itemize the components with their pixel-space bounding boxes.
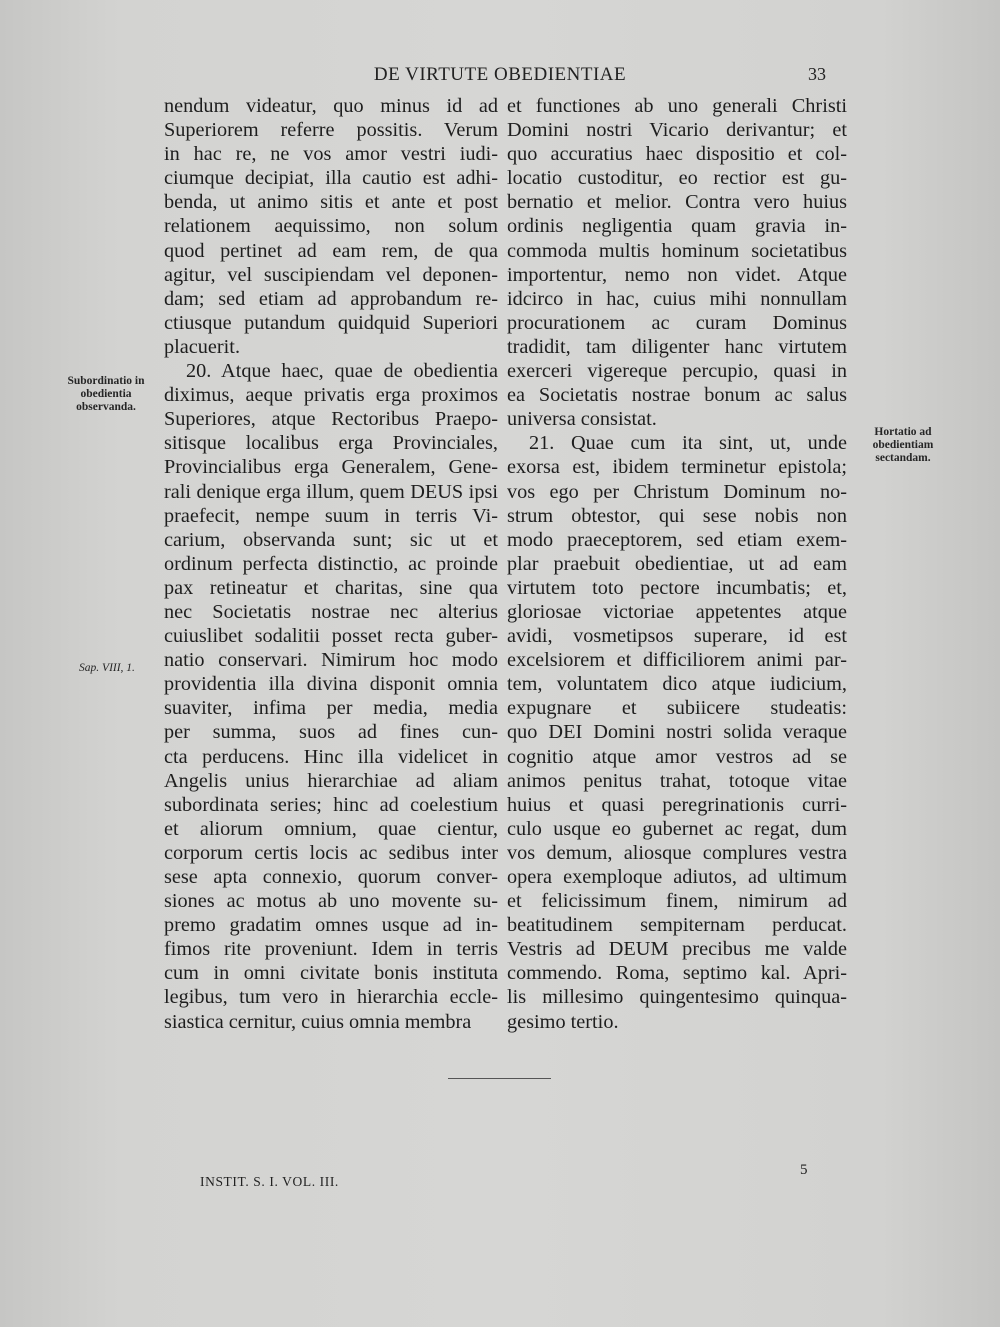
text-line: providentia illa divina disponit omnia (164, 673, 498, 696)
text-line: ctiusque putandum quidquid Superiori (164, 311, 498, 334)
text-line: tradidit, tam diligenter hanc virtutem (507, 335, 847, 358)
text-line: cta perducens. Hinc illa videlicet in (164, 745, 498, 768)
text-line: bernatio et melior. Contra vero huius (507, 191, 847, 214)
text-line: commoda multis hominum societatibus (507, 239, 847, 262)
text-line: sese apta connexio, quorum conver- (164, 866, 498, 888)
text-line: Domini nostri Vicario derivantur; et (507, 119, 847, 142)
text-line: opera exemploque adiutos, ad ultimum (507, 866, 847, 888)
text-line: exorsa est, ibidem terminetur epistola; (507, 456, 847, 479)
text-line: carium, observanda sunt; sic ut et (164, 528, 498, 551)
text-line: natio conservari. Nimirum hoc modo (164, 649, 498, 672)
text-line: sitisque localibus erga Provinciales, (164, 432, 498, 455)
signature-mark: 5 (800, 1162, 808, 1178)
text-line: commendo. Roma, septimo kal. Apri- (507, 962, 847, 985)
text-line: per summa, suos ad fines cun- (164, 721, 498, 744)
text-line: siones ac motus ab uno movente su- (164, 890, 498, 913)
text-line: strum obtestor, qui sese nobis non (507, 504, 847, 527)
text-line: agitur, vel suscipiendam vel deponen- (164, 263, 498, 286)
text-line: vos demum, aliosque complures vestra (507, 841, 847, 864)
text-line: procurationem ac curam Dominus (507, 311, 847, 334)
text-line: Vestris ad DEUM precibus me valde (507, 938, 847, 961)
text-line: quo accuratius haec dispositio et col- (507, 143, 847, 166)
text-line: Superiores, atque Rectoribus Praepo- (164, 408, 498, 431)
text-line: virtutem toto pectore incumbatis; et, (507, 576, 847, 599)
text-line: corporum certis locis ac sedibus inter (164, 841, 498, 864)
footnote-separator-rule (448, 1078, 551, 1079)
text-line: nec Societatis nostrae nec alterius (164, 600, 498, 623)
text-line: Superiorem referre possitis. Verum (164, 119, 498, 142)
text-line: universa consistat. (507, 408, 657, 431)
text-line: beatitudinem sempiternam perducat. (507, 914, 847, 937)
text-line: exerceri vigereque percupio, quasi in (507, 360, 847, 383)
text-line: animos penitus trahat, totoque vitae (507, 769, 847, 792)
text-line: idcirco in hac, cuius mihi nonnullam (507, 287, 847, 310)
text-line: et functiones ab uno generali Christi (507, 95, 847, 117)
margin-note-subordinatio: Subordinatio in obedientia observanda. (67, 375, 145, 413)
text-line: expugnare et subiicere studeatis: (507, 697, 847, 720)
text-line: ciumque decipiat, illa cautio est adhi- (164, 167, 498, 190)
text-line: siastica cernitur, cuius omnia membra (164, 1010, 472, 1033)
text-line: dam; sed etiam ad approbandum re- (164, 287, 498, 310)
text-line: Angelis unius hierarchiae ad aliam (164, 769, 498, 792)
text-line: premo gradatim omnes usque ad in- (164, 914, 498, 937)
text-line: Provincialibus erga Generalem, Gene- (164, 456, 498, 479)
text-line: rali denique erga illum, quem DEUS ipsi (164, 480, 498, 503)
text-line: tem, voluntatem dico atque iudicium, (507, 673, 847, 696)
text-line: culo usque eo gubernet ac regat, dum (507, 817, 847, 840)
text-line: gloriosae victoriae appetentes atque (507, 600, 847, 623)
text-line: suaviter, infima per media, media (164, 697, 498, 720)
text-line: pax retineatur et charitas, sine qua (164, 576, 498, 599)
text-line: ea Societatis nostrae bonum ac salus (507, 384, 847, 407)
left-text-column (164, 94, 498, 1034)
text-line: praefecit, nempe suum in terris Vi- (164, 504, 498, 527)
text-line: quod pertinet ad eam rem, de qua (164, 239, 498, 262)
text-line: cuiuslibet sodalitii posset recta guber- (164, 625, 498, 648)
text-line: diximus, aeque privatis erga proximos (164, 384, 498, 407)
text-line: ordinis negligentia quam gravia in- (507, 215, 847, 238)
text-line: quo DEI Domini nostri solida veraque (507, 721, 847, 744)
text-line: benda, ut animo sitis et ante et post (164, 191, 498, 214)
page-number: 33 (808, 64, 826, 84)
text-line: subordinata series; hinc ad coelestium (164, 793, 498, 816)
text-line: locatio custoditur, eo rectior est gu- (507, 167, 847, 190)
text-line: nendum videatur, quo minus id ad (164, 95, 498, 117)
text-line: gesimo tertio. (507, 1010, 619, 1033)
text-line: placuerit. (164, 335, 241, 358)
text-line: relationem aequissimo, non solum (164, 215, 498, 238)
text-line: fimos rite proveniunt. Idem in terris (164, 938, 498, 961)
text-line: in hac re, ne vos amor vestri iudi- (164, 143, 498, 166)
text-line: lis millesimo quingentesimo quinqua- (507, 986, 847, 1009)
margin-note-hortatio: Hortatio ad obedientiam sectandam. (872, 426, 934, 464)
text-line: excelsiorem et difficiliorem animi par- (507, 649, 847, 672)
text-line: 20. Atque haec, quae de obedientia (186, 360, 498, 383)
text-line: importentur, nemo non videt. Atque (507, 263, 847, 286)
text-line: huius et quasi peregrinationis curri- (507, 793, 847, 816)
text-line: avidi, vosmetipsos superare, id est (507, 625, 847, 648)
text-line: vos ego per Christum Dominum no- (507, 480, 847, 503)
footer-volume-title: INSTIT. S. I. VOL. III. (200, 1174, 339, 1189)
right-text-column (507, 94, 847, 1034)
text-line: ordinum perfecta distinctio, ac proinde (164, 552, 498, 575)
text-line: cognitio atque amor vestros ad se (507, 745, 847, 768)
text-line: et felicissimum finem, nimirum ad (507, 890, 847, 913)
text-line: et aliorum omnium, quae cientur, (164, 817, 498, 840)
text-line: cum in omni civitate bonis instituta (164, 962, 498, 985)
text-line: 21. Quae cum ita sint, ut, unde (529, 432, 847, 455)
text-line: legibus, tum vero in hierarchia eccle- (164, 986, 498, 1009)
margin-note-scripture-reference: Sap. VIII, 1. (79, 662, 135, 674)
text-line: plar praebuit obedientiae, ut ad eam (507, 552, 847, 575)
running-header-title: DE VIRTUTE OBEDIENTIAE (373, 64, 627, 85)
text-line: modo praeceptorem, sed etiam exem- (507, 528, 847, 551)
